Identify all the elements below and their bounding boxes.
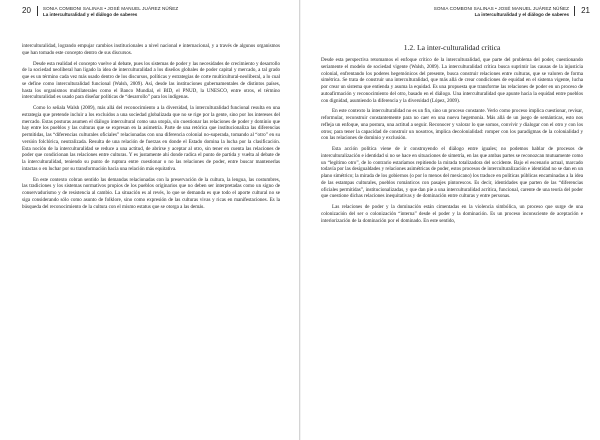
right-paragraph-2: En este contexto la interculturalidad no es un fin, sino un proceso constante. Verlo como proceso implica cuestionar, revisar, reformular, reconstruir constantemente para no caer en una nueva hegemonía. Más allá de un juego de semánticas, esto nos refleja un enfoque, una postura, una actitud a seguir. Reconocer y valorar lo que somos, convivir y dialogar con el otro y con los otros; para tener la capacidad de construir un nosotros, implica decolonialidad: romper con los paradigmas de la colonialidad y con las relaciones de dominio y exclusión. (321, 108, 583, 142)
right-paragraph-1: Desde esta perspectiva retomamos el enfoque crítico de la interculturalidad, que parte del problema del poder, cuestionando seriamente el modelo de sociedad vigente (Walsh, 2009). La interculturalidad crítica busca suprimir las causas de la injusticia colonial, enfrentando los poderes hegemónicos del presente, busca construir relaciones entre culturas, que se valoren de forma simétrica. Se trata de construir una interculturalidad, que más allá de crear condiciones de equidad en el sistema vigente, lucha por crear un sistema que entienda y asuma la equidad. Es una propuesta que transforme las relaciones de poder en un proceso de autoafirmación y reconocimiento del otro, basado en el diálogo. Una interculturalidad que apunte hacia la equidad entre pueblos con dignidad, asumiendo la diferencia y la diversidad (López, 2009). (321, 57, 583, 104)
left-page-number: 20 (22, 6, 38, 16)
right-page-number: 21 (574, 6, 590, 16)
left-running-title: La interculturalidad y el diálogo de saberes (42, 12, 138, 17)
left-page-header (22, 6, 285, 30)
left-paragraph-4: En este contexto cobran sentido las demandas relacionadas con la preservación de la cultura, la lengua, las costumbres, las tradiciones y los sistemas normativos propios de los pueblos originarios que no deben ser interpretadas como un signo de conservadurismo y de resistencia al cambio. La situación es al revés, lo que se demanda es que todo el aporte cultural no se siga considerando sólo como asunto de folklore, sino como expresión de las culturas vivas y ricas en manifestaciones. Es la búsqueda del reconocimiento de la cultura con el mismo estatus que se otorga a las demás. (22, 176, 280, 210)
left-page-body (22, 43, 280, 214)
right-running-authors: SONIA COMBONI SALINAS • JOSÉ MANUEL JUÁREZ NÚÑEZ (433, 6, 570, 11)
left-paragraph-2: Desde esta realidad el concepto vuelve al debate, pues los sistemas de poder y las necesidades de crecimiento y desarrollo de la sociedad neoliberal han ligado la idea de interculturalidad a los diseños globales de poder capital y mercado, a tal grado que es un término cada vez más usado dentro de los discursos, políticas y estrategias de corte multicultural-neoliberal, a lo cual se define como interculturalidad funcional (Walsh, 2009). Así, desde las instituciones gubernamentales de distintos países, hasta los organismos multilaterales como el Banco Mundial, el BID, el PNUD, la UNESCO, entre otros, el término interculturalidad es usado para diseñar políticas de “desarrollo” para los indígenas. (22, 60, 280, 101)
right-page-body (321, 43, 583, 228)
right-page-header (315, 6, 590, 30)
left-running-authors: SONIA COMBONI SALINAS • JOSÉ MANUEL JUÁREZ NÚÑEZ (42, 6, 179, 11)
left-paragraph-3: Como lo señala Walsh (2009), más allá del reconocimiento a la diversidad, la interculturalidad funcional resulta en una estrategia que pretende incluir a los excluidos a una sociedad globalizada que no se rige por la gente, sino por los intereses del mercado. Estas posturas asumen el diálogo intercultural como una utopía, sin cuestionar las relaciones de poder y dominio que hay entre los pueblos y las culturas que se expresan en la asimetría. Parte de una retórica que institucionaliza las diferencias permitidas, las “diferencias culturales oficiales” relacionadas con una diferencia colonial no-superada, tomando al “otro” en su versión folclórica, neutralizada. Resulta de una relación de fuerzas en donde el Estado domina la lucha por la clasificación. Esta noción de la interculturalidad se reduce a una actitud, de abrirse y aceptar al otro, sin tener en cuenta las relaciones de poder que condicionan las relaciones entre culturas. Y es justamente ahí donde radica el punto de partida y vuelta al debate de la interculturalidad, teniendo su punto de ruptura entre cuestionar o no las relaciones de poder, entre buscar mantenerlas intactas o en luchar por su transformación hacia una relación más equitativa. (22, 105, 280, 172)
right-running-head (429, 6, 574, 18)
left-paragraph-1: interculturalidad, logrando empujar cambios institucionales a nivel nacional e internacional, y a través de algunos organismos que han tomado este concepto dentro de sus discursos. (22, 43, 280, 56)
left-running-head (38, 6, 183, 18)
right-paragraph-4: Las relaciones de poder y la dominación están cimentadas en la violencia simbólica, un proceso que surge de una colonización del ser o colonización “interna” desde el poder y la dominación. Es un proceso inconsciente de aceptación e interiorización de la dominación por el dominado. En este sentido, (321, 204, 583, 224)
right-paragraph-3: Esta acción política viene de ir construyendo el diálogo entre iguales; no podemos hablar de procesos de interculturalización e identidad si no se hace en situaciones de simetría, en las que ambas partes se reconozcan mutuamente como un “legítimo otro”, de lo contrario estaríamos repitiendo la mirada totalizadora del occidente. Bajo el escenario actual, marcado todavía por las desigualdades y relaciones asimétricas de poder, estos procesos de interculturalización e identidad no se dan en un plano simétrico; la mirada de los gobiernos (o por lo menos del mexicano) los traduce en políticas públicas encaminadas a la idea de las estampas culturales, pueblos románticos con pasajes pintorescos. Es decir, identidades que parten de las “diferencias oficiales permitidas”, institucionalizadas, y que dan pie a una interculturalidad acrítica, funcional, carente de una teoría del poder que cuestione dichas relaciones inequitativas y de dominación entre culturas y entre personas. (321, 146, 583, 200)
right-running-title: La interculturalidad y el diálogo de saberes (474, 12, 570, 17)
section-title: 1.2. La inter-culturalidad crítica (403, 43, 501, 52)
right-page (300, 0, 600, 440)
